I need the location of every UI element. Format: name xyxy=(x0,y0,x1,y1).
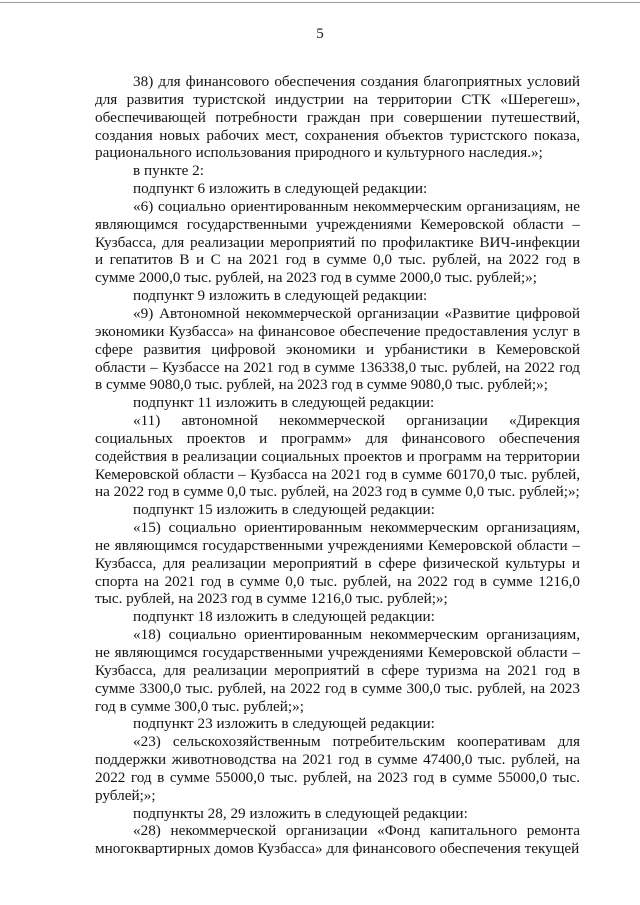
paragraph-subpoint-23-instruction: подпункт 23 изложить в следующей редакции: xyxy=(133,715,435,733)
paragraph-subpoint-28-text: «28) некоммерческой организации «Фонд капитального ремонта многоквартирных домов Кузбасса» для финансового обеспечения текущей xyxy=(95,822,580,858)
paragraph-subpoint-6-instruction: подпункт 6 изложить в следующей редакции: xyxy=(133,180,428,198)
document-body xyxy=(95,73,580,858)
paragraph-subpoint-6-text: «6) социально ориентированным некоммерческим организациям, не являющимся государственными учреждениями Кемеровской области – Кузбасса, для реализации мероприятий по профилактике ВИЧ-инфекции и гепатитов В и С на 2021 год в сумме 0,0 тыс. рублей, на 2022 год в сумме 2000,0 тыс. рублей, на 2023 год в сумме 2000,0 тыс. рублей;»; xyxy=(95,197,580,287)
paragraph-subpoint-18-text: «18) социально ориентированным некоммерческим организациям, не являющимся государственными учреждениями Кемеровской области – Кузбасса, для реализации мероприятий в сфере туризма на 2021 год в сумме 3300,0 тыс. рублей, на 2022 год в сумме 300,0 тыс. рублей, на 2023 год в сумме 300,0 тыс. рублей;»; xyxy=(95,626,580,715)
paragraph-point-2-heading: в пункте 2: xyxy=(133,162,204,180)
paragraph-subpoint-11-text: «11) автономной некоммерческой организации «Дирекция социальных проектов и программ» для финансового обеспечения содействия в реализации социальных проектов и программ на территории Кемеровской области – Кузбасса на 2021 год в сумме 60170,0 тыс. рублей, на 2022 год в сумме 0,0 тыс. рублей, на 2023 год в сумме 0,0 тыс. рублей;»; xyxy=(95,412,580,501)
paragraph-item-38-ending: 38) для финансового обеспечения создания благоприятных условий для развития туристской индустрии на территории СТК «Шерегеш», обеспечивающей потребности граждан при совершении путешествий, создания новых рабочих мест, сохранения объектов туристского показа, рационального использования природного и культурного наследия.»; xyxy=(95,73,580,162)
paragraph-subpoint-18-instruction: подпункт 18 изложить в следующей редакции: xyxy=(133,608,435,626)
paragraph-subpoint-23-text: «23) сельскохозяйственным потребительским кооперативам для поддержки животноводства на 2021 год в сумме 47400,0 тыс. рублей, на 2022 год в сумме 55000,0 тыс. рублей, на 2023 год в сумме 55000,0 тыс. рублей;»; xyxy=(95,733,580,804)
paragraph-subpoint-11-instruction: подпункт 11 изложить в следующей редакции: xyxy=(133,394,435,412)
scan-top-edge xyxy=(0,2,640,3)
page-number: 5 xyxy=(316,26,324,42)
paragraph-subpoint-9-instruction: подпункт 9 изложить в следующей редакции: xyxy=(133,287,428,305)
paragraph-subpoint-9-text: «9) Автономной некоммерческой организации «Развитие цифровой экономики Кузбасса» на финансовое обеспечение предоставления услуг в сфере развития цифровой экономики и урбанистики в Кемеровской области – Кузбассе на 2021 год в сумме 136338,0 тыс. рублей, на 2022 год в сумме 9080,0 тыс. рублей, на 2023 год в сумме 9080,0 тыс. рублей;»; xyxy=(95,304,580,394)
paragraph-subpoint-15-text: «15) социально ориентированным некоммерческим организациям, не являющимся государственными учреждениями Кемеровской области – Кузбасса, для реализации мероприятий в сфере физической культуры и спорта на 2021 год в сумме 0,0 тыс. рублей, на 2022 год в сумме 1216,0 тыс. рублей, на 2023 год в сумме 1216,0 тыс. рублей;»; xyxy=(95,519,580,608)
paragraph-subpoints-28-29-instruction: подпункты 28, 29 изложить в следующей редакции: xyxy=(133,804,468,822)
paragraph-subpoint-15-instruction: подпункт 15 изложить в следующей редакции: xyxy=(133,501,435,519)
